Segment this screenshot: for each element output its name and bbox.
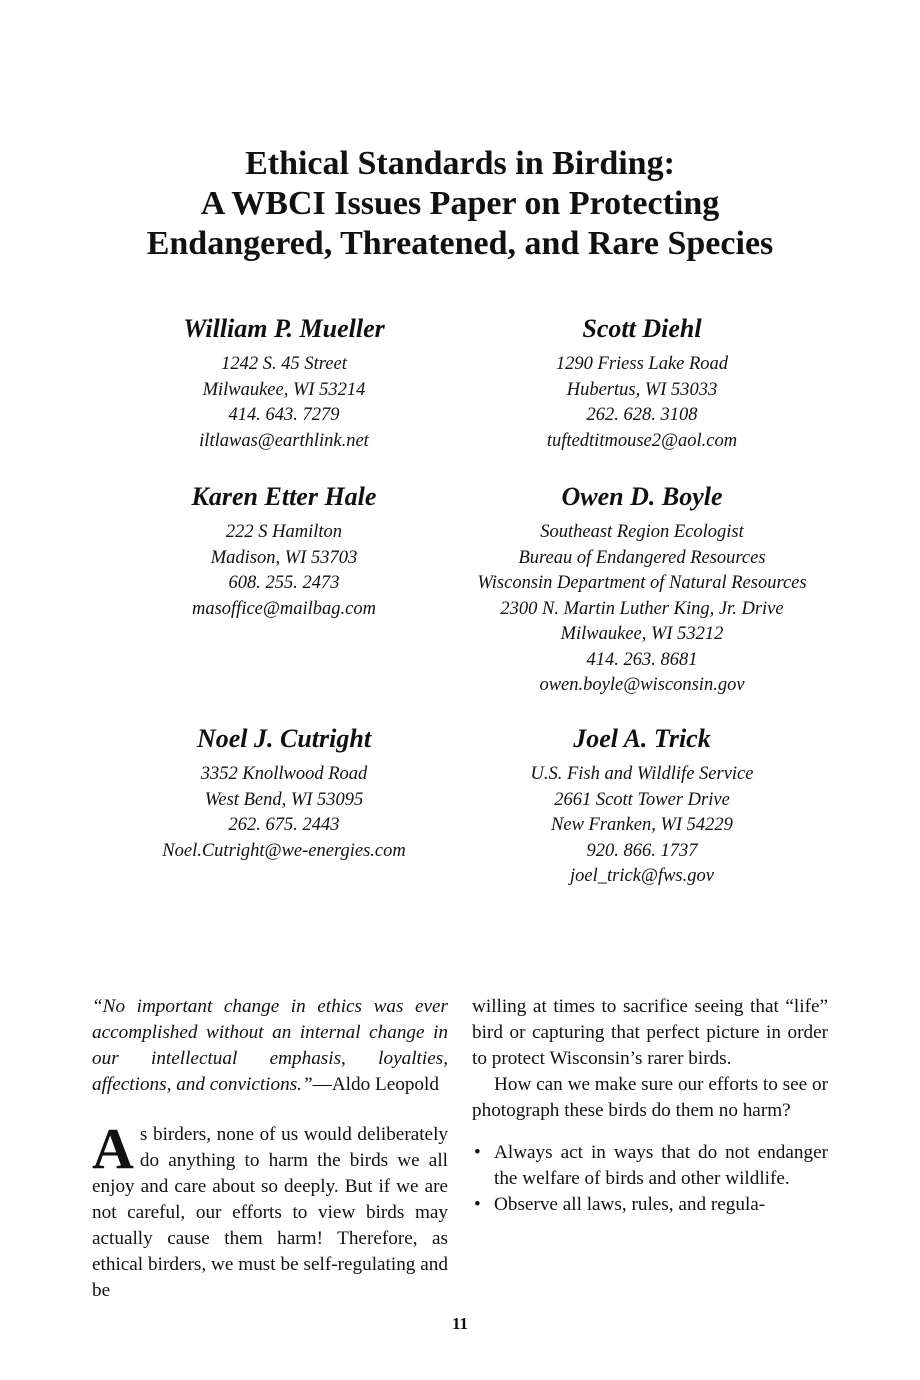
author-diehl <box>462 312 822 454</box>
author-email[interactable]: masoffice@mailbag.com <box>191 598 376 619</box>
author-phone: 262. 675. 2443 <box>228 815 340 835</box>
list-item-text: Observe all laws, rules, and regula- <box>494 1194 766 1215</box>
author-address: 2661 Scott Tower Drive <box>554 789 730 810</box>
author-address: 1290 Friess Lake Road <box>555 354 729 374</box>
author-address: 3352 Knollwood Road <box>200 764 368 784</box>
author-city: Milwaukee, WI 53214 <box>202 379 366 400</box>
author-address: 1242 S. 45 Street <box>221 354 347 374</box>
author-phone: 262. 628. 3108 <box>586 405 698 425</box>
author-city: Madison, WI 53703 <box>210 547 358 568</box>
list-item <box>472 1192 828 1218</box>
page-number: 11 <box>451 1314 469 1333</box>
author-city: Milwaukee, WI 53212 <box>560 624 724 644</box>
intro-paragraph-continued: willing at times to sacrifice seeing that “life” bird or capturing that perfect picture in order to protect Wisconsin’s rarer birds. <box>472 996 828 1069</box>
body-column-left <box>92 994 448 1304</box>
list-item-text: Always act in ways that do not endanger the welfare of birds and other wildlife. <box>494 1142 828 1189</box>
author-name: Joel A. Trick <box>573 724 711 753</box>
paper-title <box>40 144 880 264</box>
author-email[interactable]: Noel.Cutright@we-energies.com <box>162 840 406 861</box>
author-mueller <box>104 312 464 454</box>
author-address: 222 S Hamilton <box>225 522 343 542</box>
author-city: New Franken, WI 54229 <box>551 815 733 835</box>
list-item <box>472 1140 828 1192</box>
author-trick <box>462 722 822 890</box>
intro-text: s birders, none of us would deliberately do anything to harm the birds we all enjoy and care about so deeply. But if we are not careful, our efforts to view birds may actually cause them harm! Therefore, as ethical birders, we must be self-regulating and be <box>92 1124 448 1301</box>
author-name: William P. Mueller <box>183 314 385 343</box>
author-address: 2300 N. Martin Luther King, Jr. Drive <box>500 598 784 619</box>
question-paragraph: How can we make sure our efforts to see or photograph these birds do them no harm? <box>472 1074 828 1121</box>
author-title: Southeast Region Ecologist <box>540 522 744 542</box>
title-line-2: A WBCI Issues Paper on Protecting <box>200 185 720 222</box>
author-name: Noel J. Cutright <box>196 724 372 753</box>
bullet-icon: • <box>474 1194 481 1215</box>
epigraph <box>92 994 448 1098</box>
author-email[interactable]: iltlawas@earthlink.net <box>199 430 369 451</box>
author-cutright <box>104 722 464 864</box>
author-email[interactable]: owen.boyle@wisconsin.gov <box>539 675 745 695</box>
title-line-3: Endangered, Threatened, and Rare Species <box>146 225 774 262</box>
epigraph-attribution: —Aldo Leopold <box>312 1074 439 1095</box>
author-phone: 608. 255. 2473 <box>228 573 340 593</box>
author-phone: 414. 263. 8681 <box>586 649 698 670</box>
author-city: West Bend, WI 53095 <box>204 789 364 810</box>
author-city: Hubertus, WI 53033 <box>566 379 718 400</box>
author-name: Owen D. Boyle <box>561 482 723 511</box>
body-column-right <box>472 994 828 1218</box>
author-name: Scott Diehl <box>582 314 702 343</box>
author-department: Wisconsin Department of Natural Resources <box>477 573 807 593</box>
author-phone: 920. 866. 1737 <box>586 840 698 861</box>
author-email[interactable]: tuftedtitmouse2@aol.com <box>546 430 738 451</box>
author-bureau: Bureau of Endangered Resources <box>518 547 766 568</box>
author-boyle <box>462 480 822 699</box>
author-phone: 414. 643. 7279 <box>228 405 340 425</box>
bullet-icon: • <box>474 1142 481 1163</box>
author-organization: U.S. Fish and Wildlife Service <box>530 764 754 784</box>
author-hale <box>104 480 464 622</box>
epigraph-quote: “No important change in ethics was ever accomplished without an internal change in our intellectual emphasis, loyalties, affections, and convictions.” <box>92 996 448 1095</box>
guideline-list <box>472 1140 828 1218</box>
drop-cap: A <box>92 1116 134 1181</box>
author-email[interactable]: joel_trick@fws.gov <box>570 866 714 886</box>
author-name: Karen Etter Hale <box>191 482 377 511</box>
intro-paragraph <box>92 1116 448 1304</box>
title-line-1: Ethical Standards in Birding: <box>245 145 675 182</box>
